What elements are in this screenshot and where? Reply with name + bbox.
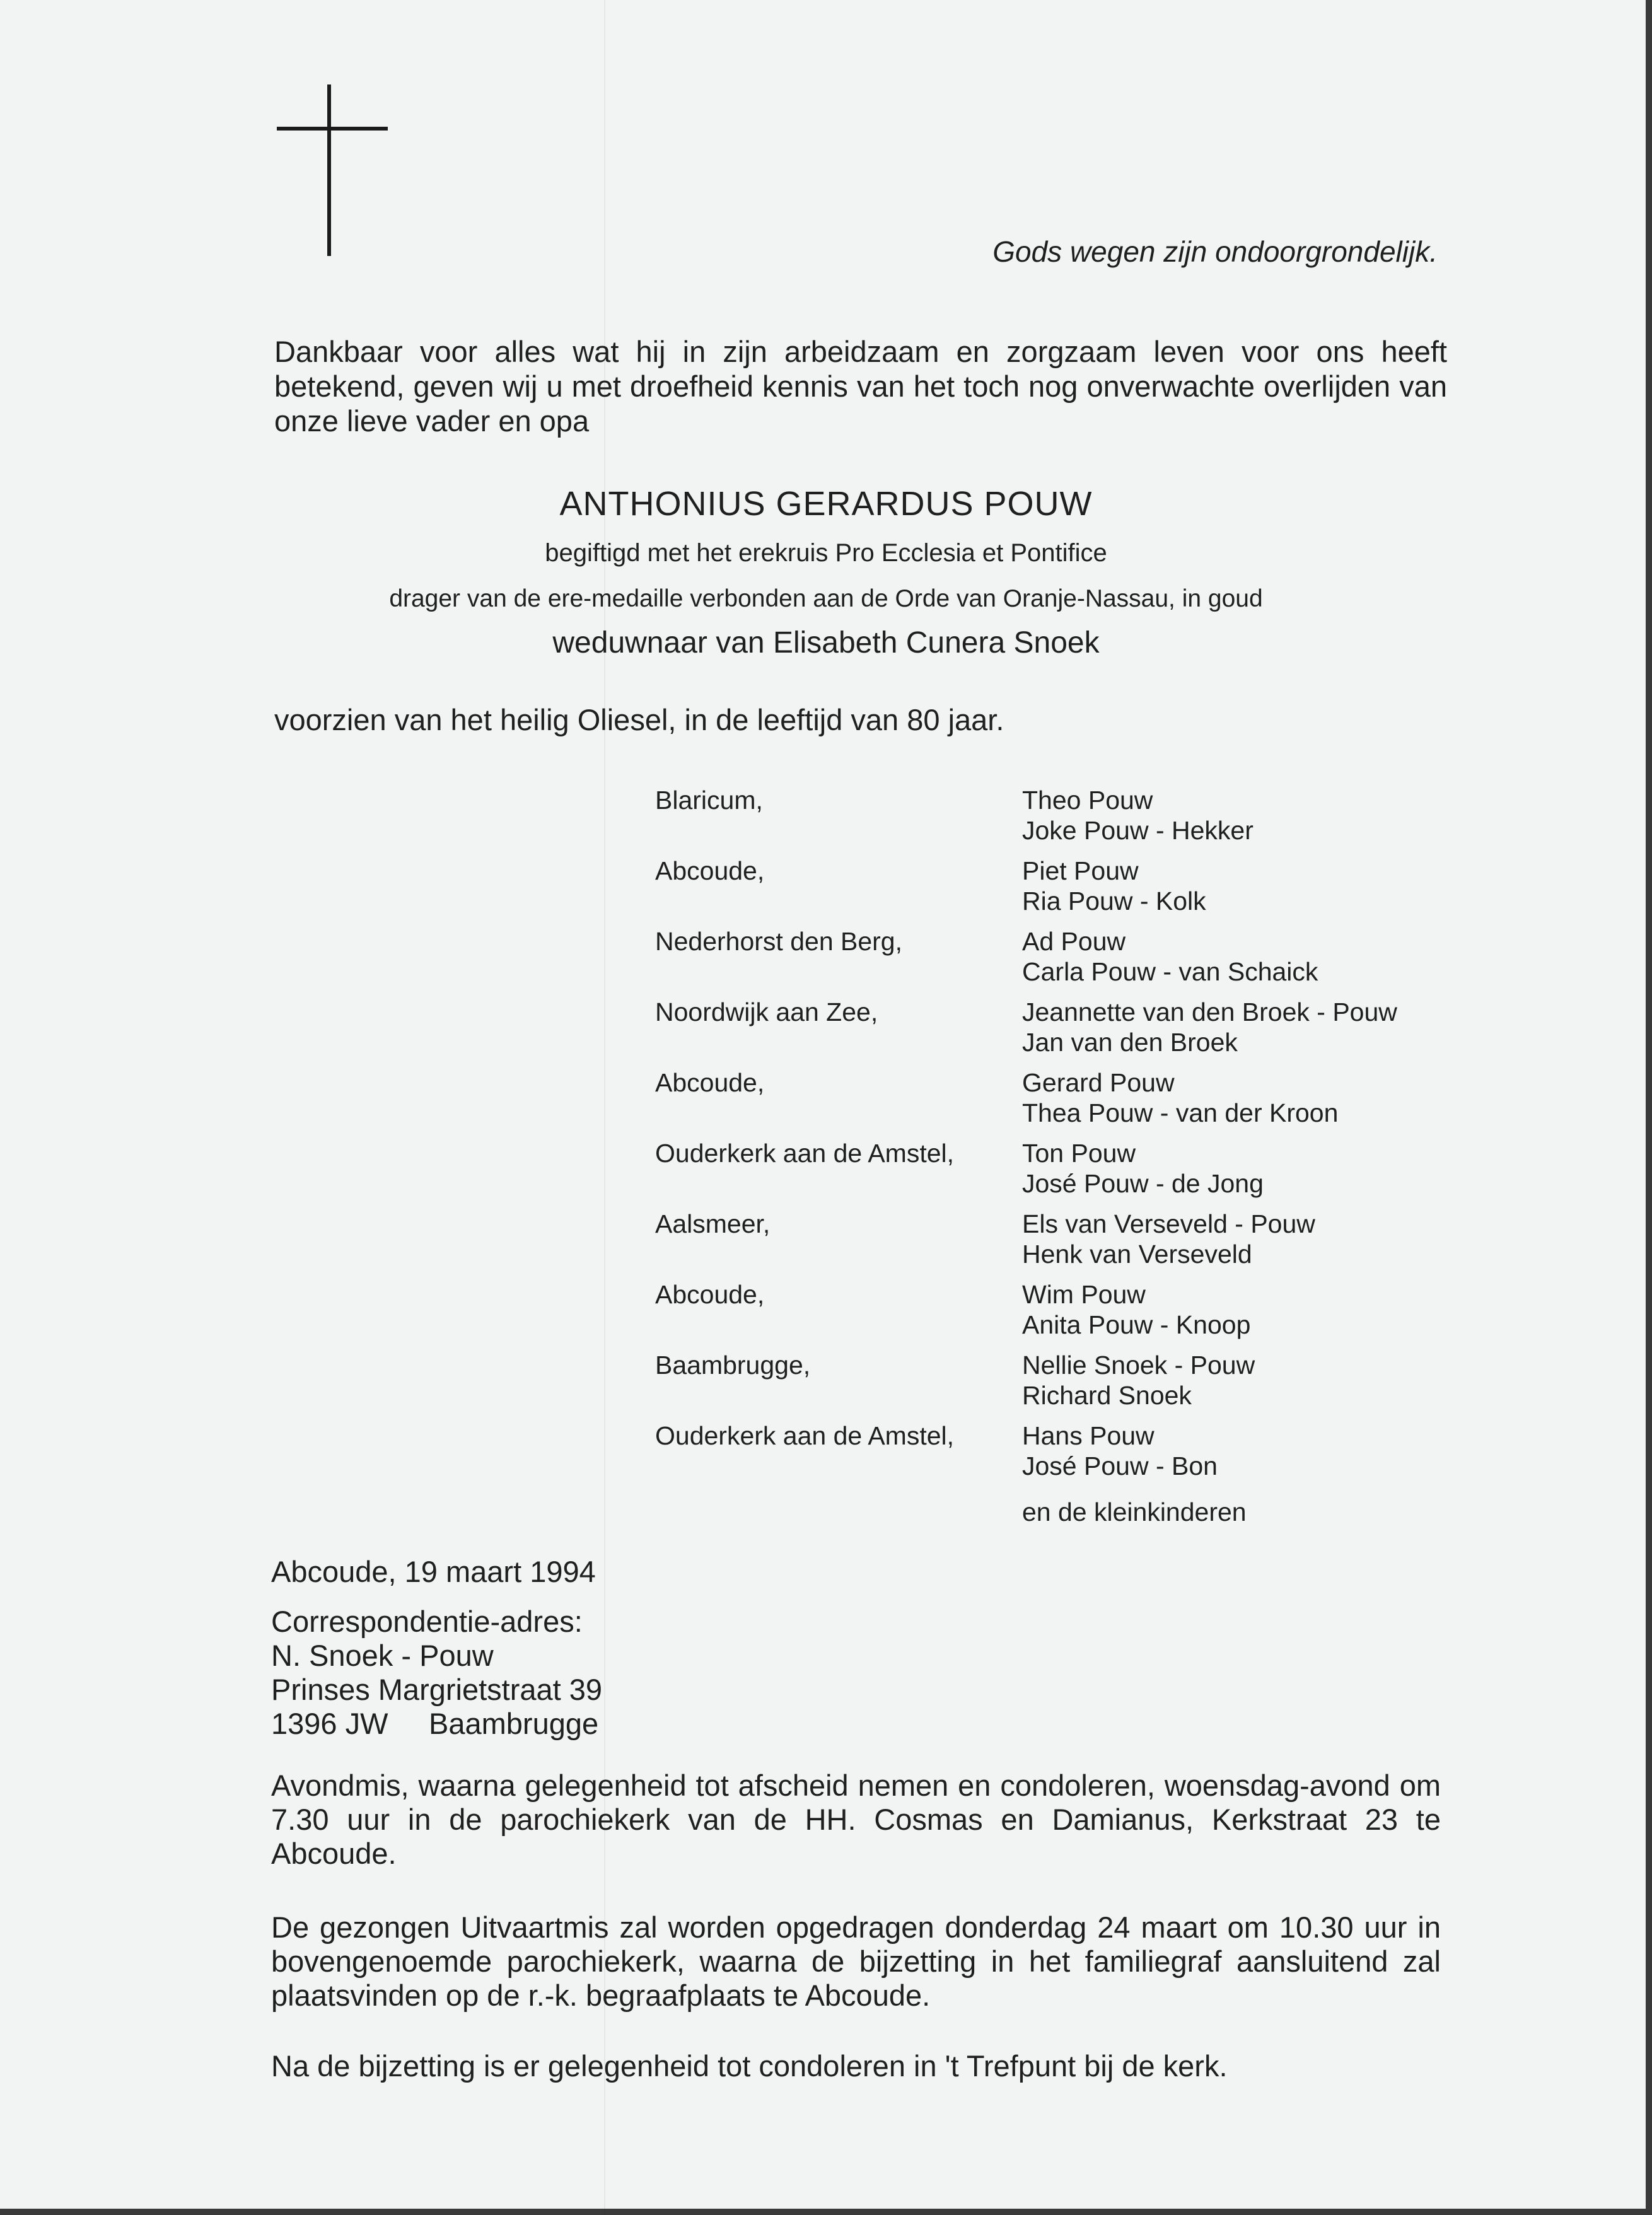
family-place: Baambrugge,: [655, 1351, 811, 1380]
correspondence-postal-line: [271, 1707, 602, 1741]
family-entry: [655, 997, 1475, 1067]
deceased-name: ANTHONIUS GERARDUS POUW: [559, 485, 1093, 523]
cross-horizontal-bar: [277, 127, 388, 131]
motto: Gods wegen zijn ondoorgrondelijk.: [992, 235, 1438, 268]
family-place: Abcoude,: [655, 856, 765, 885]
correspondence-name: N. Snoek - Pouw: [271, 1639, 494, 1672]
family-names: Theo Pouw Joke Pouw - Hekker: [1022, 786, 1254, 845]
postcode: 1396 JW: [271, 1707, 388, 1740]
family-place: Abcoude,: [655, 1068, 765, 1097]
fold-line: [604, 0, 605, 2215]
family-entry: [655, 1350, 1475, 1421]
family-place: Blaricum,: [655, 786, 763, 815]
family-place: Aalsmeer,: [655, 1209, 771, 1238]
family-names: Jeannette van den Broek - Pouw Jan van den Broek: [1022, 997, 1397, 1057]
condolence-paragraph: Na de bijzetting is er gelegenheid tot condoleren in 't Trefpunt bij de kerk.: [271, 2049, 1228, 2083]
family-entry: [655, 1138, 1475, 1209]
family-names: Nellie Snoek - Pouw Richard Snoek: [1022, 1351, 1255, 1410]
funeral-mass-paragraph: De gezongen Uitvaartmis zal worden opgedragen donderdag 24 maart om 10.30 uur in bovengenoemde parochiekerk, waarna de bijzetting in het familiegraf aansluitend zal plaatsvinden op de r.-k. begraafplaats te Abcoude.: [271, 1910, 1441, 2012]
family-names: Hans Pouw José Pouw - Bon: [1022, 1421, 1218, 1480]
correspondence-street: Prinses Margrietstraat 39: [271, 1673, 603, 1706]
family-place: Ouderkerk aan de Amstel,: [655, 1421, 955, 1450]
honor-line-1: begiftigd met het erekruis Pro Ecclesia et Pontifice: [545, 539, 1107, 567]
city: Baambrugge: [429, 1707, 599, 1740]
family-names: Wim Pouw Anita Pouw - Knoop: [1022, 1280, 1251, 1339]
cross-vertical-bar: [327, 84, 331, 256]
family-entry: [655, 856, 1475, 926]
family-names: Ton Pouw José Pouw - de Jong: [1022, 1139, 1264, 1198]
correspondence-label: Correspondentie-adres:: [271, 1605, 583, 1638]
family-names: Els van Verseveld - Pouw Henk van Verseveld: [1022, 1209, 1315, 1269]
family-place: Nederhorst den Berg,: [655, 927, 903, 956]
evening-mass-paragraph: Avondmis, waarna gelegenheid tot afscheid nemen en condoleren, woensdag-avond om 7.30 uur in de parochiekerk van de HH. Cosmas en Damianus, Kerkstraat 23 te Abcoude.: [271, 1769, 1441, 1870]
family-entry: [655, 1421, 1475, 1491]
family-names: Piet Pouw Ria Pouw - Kolk: [1022, 856, 1206, 916]
family-entry: [655, 785, 1475, 856]
family-entry: [655, 1279, 1475, 1350]
family-entry: [655, 1209, 1475, 1279]
family-list: [655, 785, 1475, 1491]
family-place: Ouderkerk aan de Amstel,: [655, 1139, 955, 1168]
widower-line: weduwnaar van Elisabeth Cunera Snoek: [552, 626, 1100, 660]
family-names: Ad Pouw Carla Pouw - van Schaick: [1022, 927, 1318, 986]
family-place: Noordwijk aan Zee,: [655, 997, 878, 1026]
family-entry: [655, 1067, 1475, 1138]
correspondence-address: [271, 1605, 602, 1741]
family-entry: [655, 926, 1475, 997]
sacrament-age-line: voorzien van het heilig Oliesel, in de leeftijd van 80 jaar.: [274, 703, 1004, 736]
honor-line-2: drager van de ere-medaille verbonden aan de Orde van Oranje-Nassau, in goud: [389, 585, 1263, 612]
place-date-line: Abcoude, 19 maart 1994: [271, 1555, 596, 1588]
family-place: Abcoude,: [655, 1280, 765, 1309]
grandchildren-line: en de kleinkinderen: [1022, 1497, 1247, 1526]
intro-text: Dankbaar voor alles wat hij in zijn arbeidzaam en zorgzaam leven voor ons heeft betekend, geven wij u met droefheid kennis van het toch nog onverwachte overlijden van onze lieve vader en opa: [274, 335, 1447, 438]
family-names: Gerard Pouw Thea Pouw - van der Kroon: [1022, 1068, 1339, 1127]
